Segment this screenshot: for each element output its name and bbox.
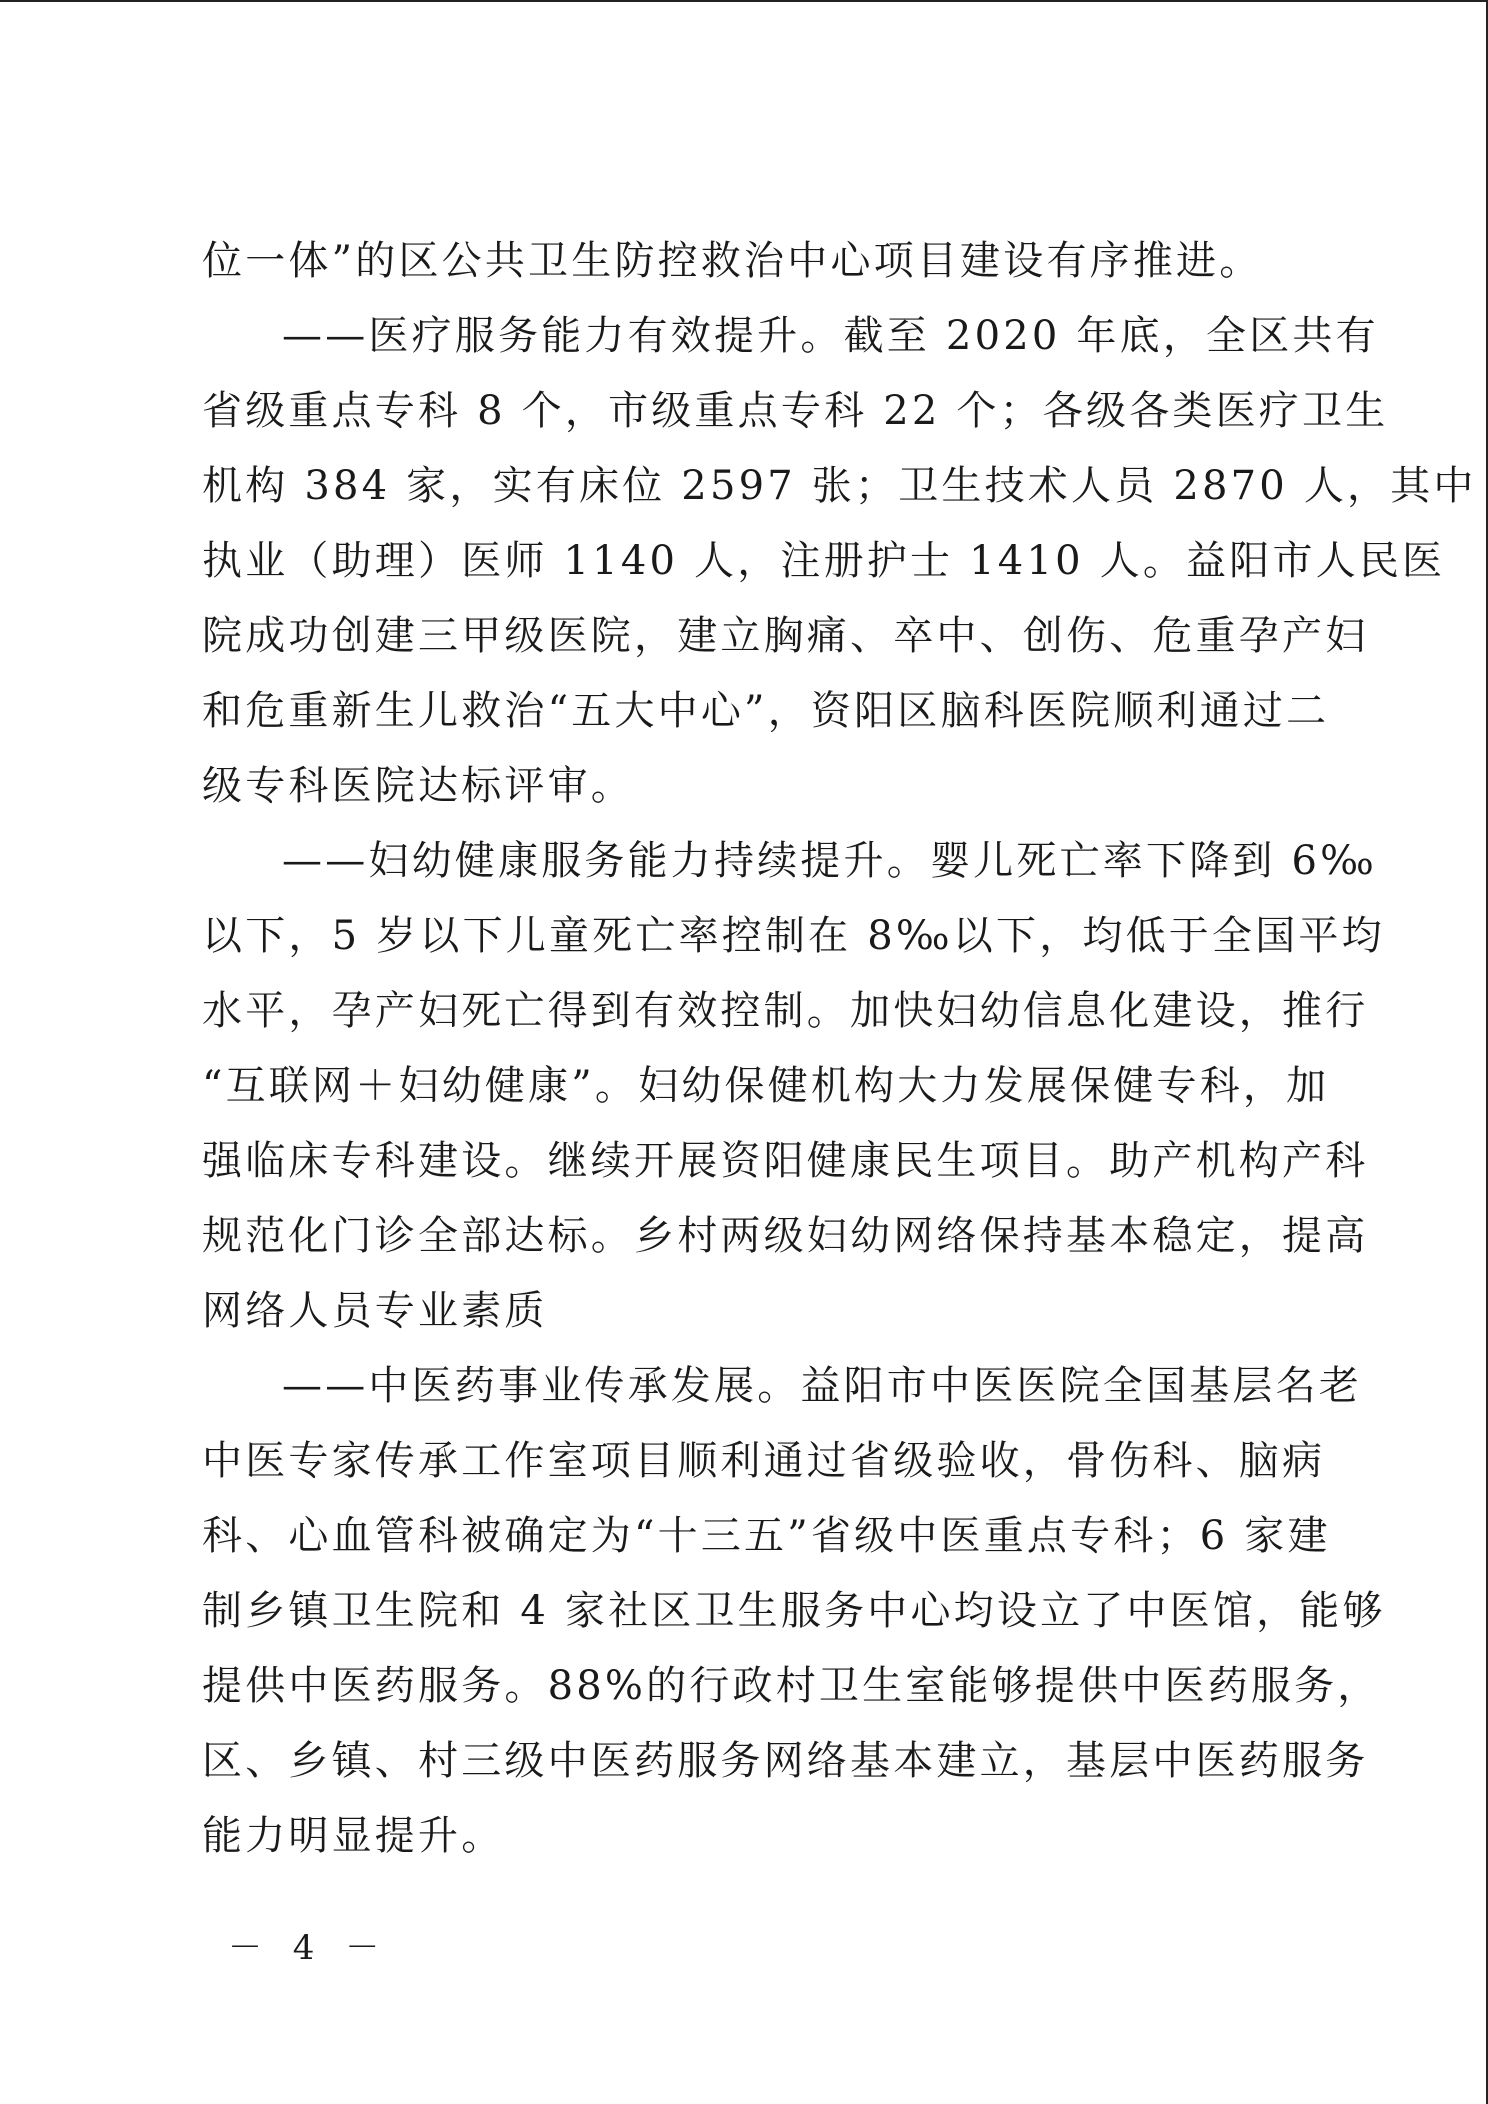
text-line: 院成功创建三甲级医院，建立胸痛、卒中、创伤、危重孕产妇 xyxy=(202,613,1369,659)
text-line: ——妇幼健康服务能力持续提升。婴儿死亡率下降到 6‰ xyxy=(282,838,1378,884)
paragraph-tcm-development xyxy=(202,1349,1386,1874)
text-line: 能力明显提升。 xyxy=(202,1813,505,1859)
paragraph-maternal-child-health xyxy=(202,824,1385,1349)
text-line: 执业（助理）医师 1140 人，注册护士 1410 人。益阳市人民医 xyxy=(202,538,1446,584)
text-line: 制乡镇卫生院和 4 家社区卫生服务中心均设立了中医馆，能够 xyxy=(202,1588,1386,1634)
document-body xyxy=(202,224,1477,1874)
text-line: “互联网＋妇幼健康”。妇幼保健机构大力发展保健专科，加 xyxy=(202,1063,1330,1109)
text-line: 强临床专科建设。继续开展资阳健康民生项目。助产机构产科 xyxy=(202,1138,1369,1184)
text-line: 位一体”的区公共卫生防控救治中心项目建设有序推进。 xyxy=(202,238,1263,284)
paragraph-1 xyxy=(202,224,1286,299)
text-line: ——中医药事业传承发展。益阳市中医医院全国基层名老 xyxy=(282,1363,1362,1409)
paragraph-medical-services xyxy=(202,299,1477,824)
text-line: 网络人员专业素质 xyxy=(202,1288,548,1334)
text-line: 科、心血管科被确定为“十三五”省级中医重点专科；6 家建 xyxy=(202,1513,1331,1559)
page-number: － 4 － xyxy=(228,1928,390,1968)
text-line: 提供中医药服务。88%的行政村卫生室能够提供中医药服务， xyxy=(202,1663,1381,1709)
text-line: 水平，孕产妇死亡得到有效控制。加快妇幼信息化建设，推行 xyxy=(202,988,1369,1034)
text-line: 中医专家传承工作室项目顺利通过省级验收，骨伤科、脑病 xyxy=(202,1438,1326,1484)
text-line: 规范化门诊全部达标。乡村两级妇幼网络保持基本稳定，提高 xyxy=(202,1213,1369,1259)
text-line: ——医疗服务能力有效提升。截至 2020 年底，全区共有 xyxy=(282,313,1379,359)
text-line: 和危重新生儿救治“五大中心”，资阳区脑科医院顺利通过二 xyxy=(202,688,1330,734)
text-line: 省级重点专科 8 个，市级重点专科 22 个；各级各类医疗卫生 xyxy=(202,388,1389,434)
text-line: 区、乡镇、村三级中医药服务网络基本建立，基层中医药服务 xyxy=(202,1738,1369,1784)
text-line: 以下，5 岁以下儿童死亡率控制在 8‰以下，均低于全国平均 xyxy=(202,913,1385,959)
text-line: 级专科医院达标评审。 xyxy=(202,763,634,809)
text-line: 机构 384 家，实有床位 2597 张；卫生技术人员 2870 人，其中 xyxy=(202,463,1477,509)
